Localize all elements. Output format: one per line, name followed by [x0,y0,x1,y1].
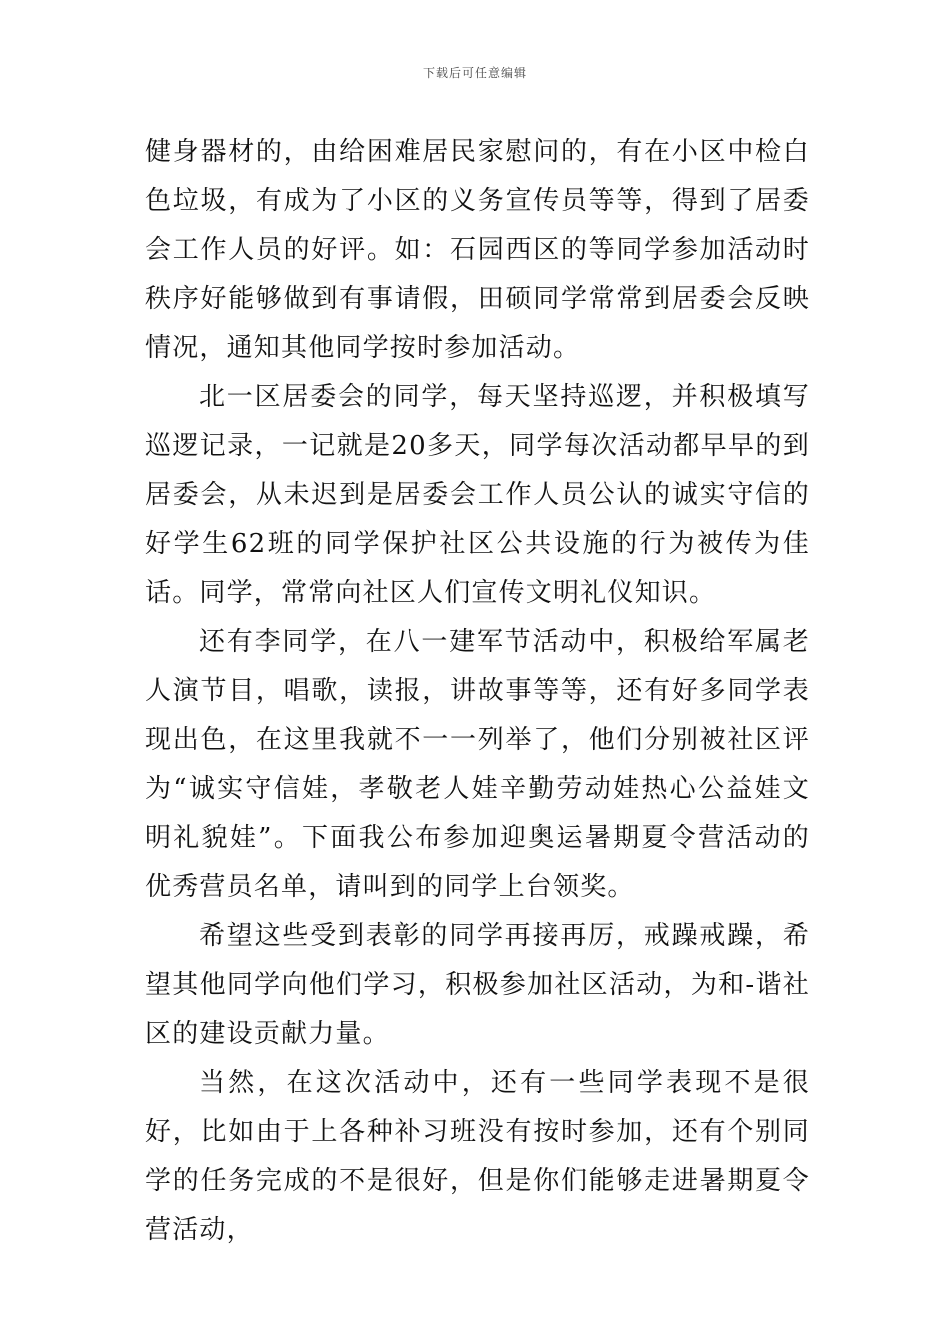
paragraph-1: 健身器材的，由给困难居民家慰问的，有在小区中检白色垃圾，有成为了小区的义务宣传员等等，得到了居委会工作人员的好评。如：石园西区的等同学参加活动时秩序好能够做到有事请假，田硕同学常常到居委会反映情况，通知其他同学按时参加活动。 [145,137,810,363]
paragraph-2: 北一区居委会的同学，每天坚持巡逻，并积极填写巡逻记录，一记就是20多天，同学每次活动都早早的到居委会，从未迟到是居委会工作人员公认的诚实守信的好学生62班的同学保护社区公共设施的行为被传为佳话。同学，常常向社区人们宣传文明礼仪知识。 [145,382,810,608]
paragraph-3: 还有李同学，在八一建军节活动中，积极给军属老人演节目，唱歌，读报，讲故事等等，还有好多同学表现出色，在这里我就不一一列举了，他们分别被社区评为“诚实守信娃，孝敬老人娃辛勤劳动娃热心公益娃文明礼貌娃”。下面我公布参加迎奥运暑期夏令营活动的优秀营员名单，请叫到的同学上台领奖。 [145,627,810,902]
paragraph-5: 当然，在这次活动中，还有一些同学表现不是很好，比如由于上各种补习班没有按时参加，还有个别同学的任务完成的不是很好，但是你们能够走进暑期夏令营活动， [145,1068,810,1245]
paragraph-4: 希望这些受到表彰的同学再接再厉，戒躁戒躁，希望其他同学向他们学习，积极参加社区活动，为和-谐社区的建设贡献力量。 [145,921,810,1049]
document-body [145,128,810,1255]
page-header: 下载后可任意编辑 [422,66,527,80]
